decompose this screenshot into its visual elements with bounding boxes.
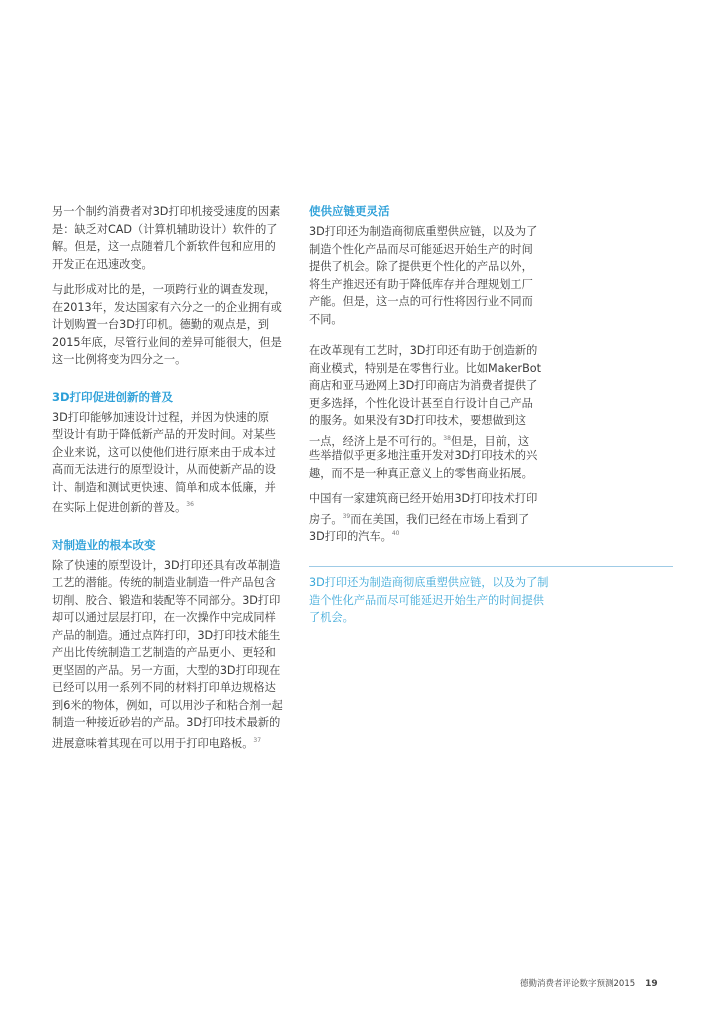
text-line: 3D打印能够加速设计过程，并因为快速的原 bbox=[52, 410, 270, 424]
text: 3D打印的汽车。 bbox=[309, 530, 392, 543]
text-line: 提供了机会。除了提供更个性化的产品以外， bbox=[309, 260, 533, 273]
right-column bbox=[309, 203, 554, 551]
text-line: 产能。但是，这一点的可行性将因行业不同而 bbox=[309, 295, 533, 308]
text-line: 计划购置一台3D打印机。德勤的观点是，到 bbox=[52, 318, 270, 331]
text-line: 产出比传统制造工艺制造的产品更小、更轻和 bbox=[52, 646, 276, 659]
text: 中国有一家建筑商已经开始用3D打印技术打印 bbox=[309, 492, 538, 505]
footnote-ref: 40 bbox=[391, 530, 400, 537]
paragraph bbox=[52, 557, 297, 750]
footnote-ref: 37 bbox=[253, 736, 262, 744]
text-line: 将生产推迟还有助于降低库存并合理规划工厂 bbox=[309, 277, 533, 291]
paragraph bbox=[309, 342, 554, 482]
text-line: 另一个制约消费者对3D打印机接受速度的因素 bbox=[52, 205, 281, 218]
footnote-ref: 38 bbox=[443, 434, 451, 442]
text-line: 制造个性化产品而尽可能延迟开始生产的时间 bbox=[309, 242, 533, 256]
text-line: 是：缺乏对CAD（计算机辅助设计）软件的了 bbox=[52, 222, 278, 236]
text: 房子。 bbox=[309, 512, 343, 526]
publication-title: 德勤消费者评论数字预测2015 bbox=[520, 979, 636, 989]
page-number: 19 bbox=[645, 979, 658, 989]
text-line: 型设计有助于降低新产品的开发时间。对某些 bbox=[52, 428, 276, 441]
text-line: 制造一种接近砂岩的产品。3D打印技术最新的 bbox=[52, 716, 281, 729]
text-line: 更多选择，个性化设计甚至自行设计自己产品 bbox=[309, 396, 533, 410]
pullquote-divider bbox=[309, 566, 673, 567]
text-line: 这一比例将变为四分之一。 bbox=[52, 353, 187, 366]
text-line: 商店和亚马逊网上3D打印商店为消费者提供了 bbox=[309, 379, 538, 392]
text-line: 却可以通过层层打印，在一次操作中完成同样 bbox=[52, 611, 276, 624]
text-line: 计、制造和测试更快速、简单和成本低廉，并 bbox=[52, 480, 276, 494]
text-line: 2015年底，尽管行业间的差异可能很大，但是 bbox=[52, 335, 282, 349]
text-line: 开发正在迅速改变。 bbox=[52, 257, 153, 271]
paragraph bbox=[52, 409, 297, 514]
text-line: 商业模式，特别是在零售行业。比如MakerBot bbox=[309, 361, 541, 375]
pullquote bbox=[309, 574, 709, 627]
page-footer bbox=[520, 977, 658, 989]
text-line: 在改革现有工艺时，3D打印还有助于创造新的 bbox=[309, 344, 538, 357]
section-heading: 3D打印促进创新的普及 bbox=[52, 389, 174, 404]
footnote-ref: 39 bbox=[342, 512, 351, 520]
text-line: 与此形成对比的是，一项跨行业的调查发现， bbox=[52, 283, 276, 296]
text-line: 3D打印还为制造商彻底重塑供应链，以及为了制 bbox=[309, 576, 549, 589]
text-line: 解。但是，这一点随着几个新软件包和应用的 bbox=[52, 240, 276, 253]
text: 一点，经济上是不可行的。 bbox=[309, 434, 444, 448]
text: 但是，目前，这 bbox=[450, 434, 530, 448]
text-line: 进展意味着其现在可以用于打印电路板。$^{37}$ bbox=[52, 736, 262, 750]
text-line: 到6米的物体，例如，可以用沙子和粘合剂一起 bbox=[52, 698, 283, 712]
text-line: 工艺的潜能。传统的制造业制造一件产品包含 bbox=[52, 576, 276, 589]
text-line: 高而无法进行的原型设计，从而使新产品的设 bbox=[52, 463, 276, 476]
text-line: 除了快速的原型设计，3D打印还具有改革制造 bbox=[52, 558, 281, 572]
text-line: 更坚固的产品。另一方面，大型的3D打印现在 bbox=[52, 663, 281, 677]
text-line: 切削、胶合、锻造和装配等不同部分。3D打印 bbox=[52, 593, 281, 607]
paragraph bbox=[309, 490, 554, 543]
paragraph bbox=[52, 281, 297, 369]
text-line: 在2013年，发达国家有六分之一的企业拥有或 bbox=[52, 300, 282, 314]
left-column bbox=[52, 203, 297, 757]
paragraph bbox=[309, 223, 554, 328]
paragraph bbox=[52, 203, 297, 273]
text-line: 产品的制造。通过点阵打印，3D打印技术能生 bbox=[52, 628, 281, 642]
text: 而在美国，我们已经在市场上看到了 bbox=[350, 512, 530, 526]
text-line: 的服务。如果没有3D打印技术，要想做到这 bbox=[309, 414, 527, 427]
text-line: 趣，而不是一种真正意义上的零售商业拓展。 bbox=[309, 466, 533, 480]
footnote-ref: 36 bbox=[186, 501, 194, 508]
section-heading: 使供应链更灵活 bbox=[309, 204, 390, 218]
text-line: 3D打印还为制造商彻底重塑供应链，以及为了 bbox=[309, 225, 538, 238]
text-line: 已经可以用一系列不同的材料打印单边规格达 bbox=[52, 681, 276, 694]
text-line: 在实际上促进创新的普及。$^{36}$ bbox=[52, 501, 194, 514]
text-line: 些举措似乎更多地注重开发对3D打印技术的兴 bbox=[309, 449, 538, 462]
section-heading: 对制造业的根本改变 bbox=[52, 537, 156, 552]
text-line: 不同。 bbox=[309, 312, 343, 326]
text-line: 企业来说，这可以使他们进行原来由于成本过 bbox=[52, 445, 276, 459]
text-line: 了机会。 bbox=[309, 611, 354, 624]
text-line: 造个性化产品而尽可能延迟开始生产的时间提供 bbox=[309, 593, 544, 607]
